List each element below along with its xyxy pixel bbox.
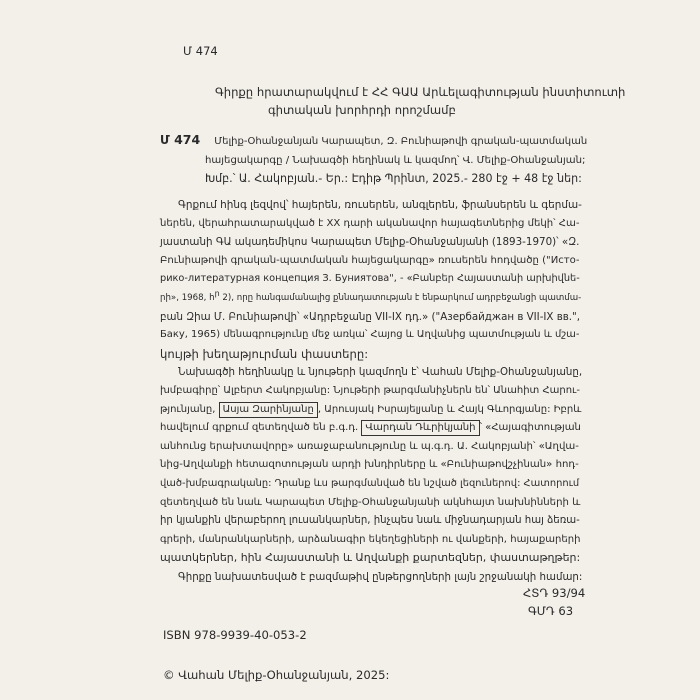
text-line: ված-խմբագրականը: Դրանք ևս թարգմանված են նշված լեզուներով: Հատորում xyxy=(160,477,580,489)
publication-note-line-1: Գիրքը հրատարակվում է ՀՀ ԳԱԱ Արևելագիտության ինստիտուտի xyxy=(215,85,626,99)
text-line: պատկերներ, հին Հայաստանի և Աղվանքի քարտեզներ, փաստաթղթեր: xyxy=(160,551,581,565)
text-line: յաստանի ԳԱ ակադեմիկոս Կարապետ Մելիք-Օհանջանյանի (1893-1970)՝ «Զ. xyxy=(160,236,580,249)
publication-note-line-2: գիտական խորհրդի որոշմամբ xyxy=(268,103,456,117)
catalog-code: Մ 474 xyxy=(183,44,218,58)
text-line: նից-Աղվանքի հետազոտության արդի խնդիրները և «Բունիաթովշչինան» հոդ- xyxy=(160,459,579,471)
boxed-name-devrikyan: Վարդան Դևրիկյանի xyxy=(361,420,479,436)
annotation-text xyxy=(160,196,583,586)
text-line: ներեն, վերահրատարակված է XX դարի ականավոր հայագետներից մեկի՝ Հա- xyxy=(160,217,580,229)
text-line: Գրքում հինգ լեզվով՝ հայերեն, ռուսերեն, անգլերեն, ֆրանսերեն և գերմա- xyxy=(178,199,582,211)
text-line: խմբագիրը՝ Ալբերտ Հակոբյանը: Նյութերի թարգմանիչներն են՝ Անահիտ Հարու- xyxy=(160,384,580,396)
bibliographic-entry xyxy=(160,131,588,189)
copyright-notice: © Վահան Մելիք-Օհանջանյան, 2025: xyxy=(163,668,390,682)
text-line: թյունյանը, Ասյա Զարինյանը , Արուսյակ Իսրայելյանը և Հայկ Գևորգյանը: Իբրև xyxy=(160,401,580,420)
text-line: Նախագծի հեղինակը և նյութերի կազմողն է՝ Վահան Մելիք-Օհանջանյանը, xyxy=(178,366,583,379)
bibliographic-line: Մ 474 Մելիք-Օհանջանյան Կարապետ, Զ. Բունիաթովի գրական-պատմական xyxy=(160,132,588,147)
text-line: Բունիաթովի գրական-պատմական հայեցակարգը» ռուսերեն հոդվածը ("Исто- xyxy=(160,254,580,266)
bbk-code: ԳՄԴ 63 xyxy=(528,604,574,618)
boxed-name-zarinyan: Ասյա Զարինյանը xyxy=(219,402,318,418)
bibliographic-code: Մ 474 xyxy=(160,132,201,147)
text-line: գրերի, մանրանկարների, արձանագիր եկեղեցիների ու վանքերի, հայաքարերի xyxy=(160,533,581,545)
isbn: ISBN 978-9939-40-053-2 xyxy=(163,628,307,642)
superscript: ր xyxy=(214,289,220,299)
bibliographic-line: Խմբ.՝ Ա. Հակոբյան.- Եր.: Էդիթ Պրինտ, 2025.- 280 էջ + 48 էջ ներ: xyxy=(205,172,582,185)
text-line: Баку, 1965) մենագրությունը մեջ առկա՝ Հայոց և Աղվանից պատմության և մշա- xyxy=(160,329,580,341)
text-line: րի», 1968, հր 2), որը հանգամանալից քննադատության է ենթարկում ադրբեջանցի պատմա- xyxy=(160,289,582,303)
bibliographic-line: հայեցակարգը / Նախագծի հեղինակ և կազմող՝ Վ. Մելիք-Օհանջանյան; xyxy=(205,154,586,166)
text-line: զետեղված են նաև Կարապետ Մելիք-Օհանջանյանի ակնհայտ նախնինների և xyxy=(160,496,581,508)
text-line: անհունց երախտավորը» առաջաբանությունը և պ.գ.դ. Ա. Հակոբյանի՝ «Աղվա- xyxy=(160,440,579,452)
udc-code: ՀՏԴ 93/94 xyxy=(523,586,586,600)
text-line: իր կյանքին վերաբերող լուսանկարներ, ինչպես նաև միջնադարյան հայ ձեռա- xyxy=(160,515,580,527)
text-line: բան Զիա Մ. Բունիաթովի՝ «Ադրբեջանը VII-IX դդ.» ("Азербайджан в VII-IX вв.", xyxy=(160,310,581,323)
text-line: Գիրքը նախատեսված է բազմաթիվ ընթերցողների լայն շրջանակի համար: xyxy=(178,570,583,583)
text-line: կույթի խեղաթյուրման փաստերը: xyxy=(160,346,369,361)
text-line: рико-литературная концепция З. Буниятова", - «Բանբեր Հայաստանի արխիվնե- xyxy=(160,273,580,285)
text-line: հավելում գրքում զետեղված են բ.գ.դ. Վարդան Դևրիկյանի ՝ «Հայագիտության xyxy=(160,419,580,438)
